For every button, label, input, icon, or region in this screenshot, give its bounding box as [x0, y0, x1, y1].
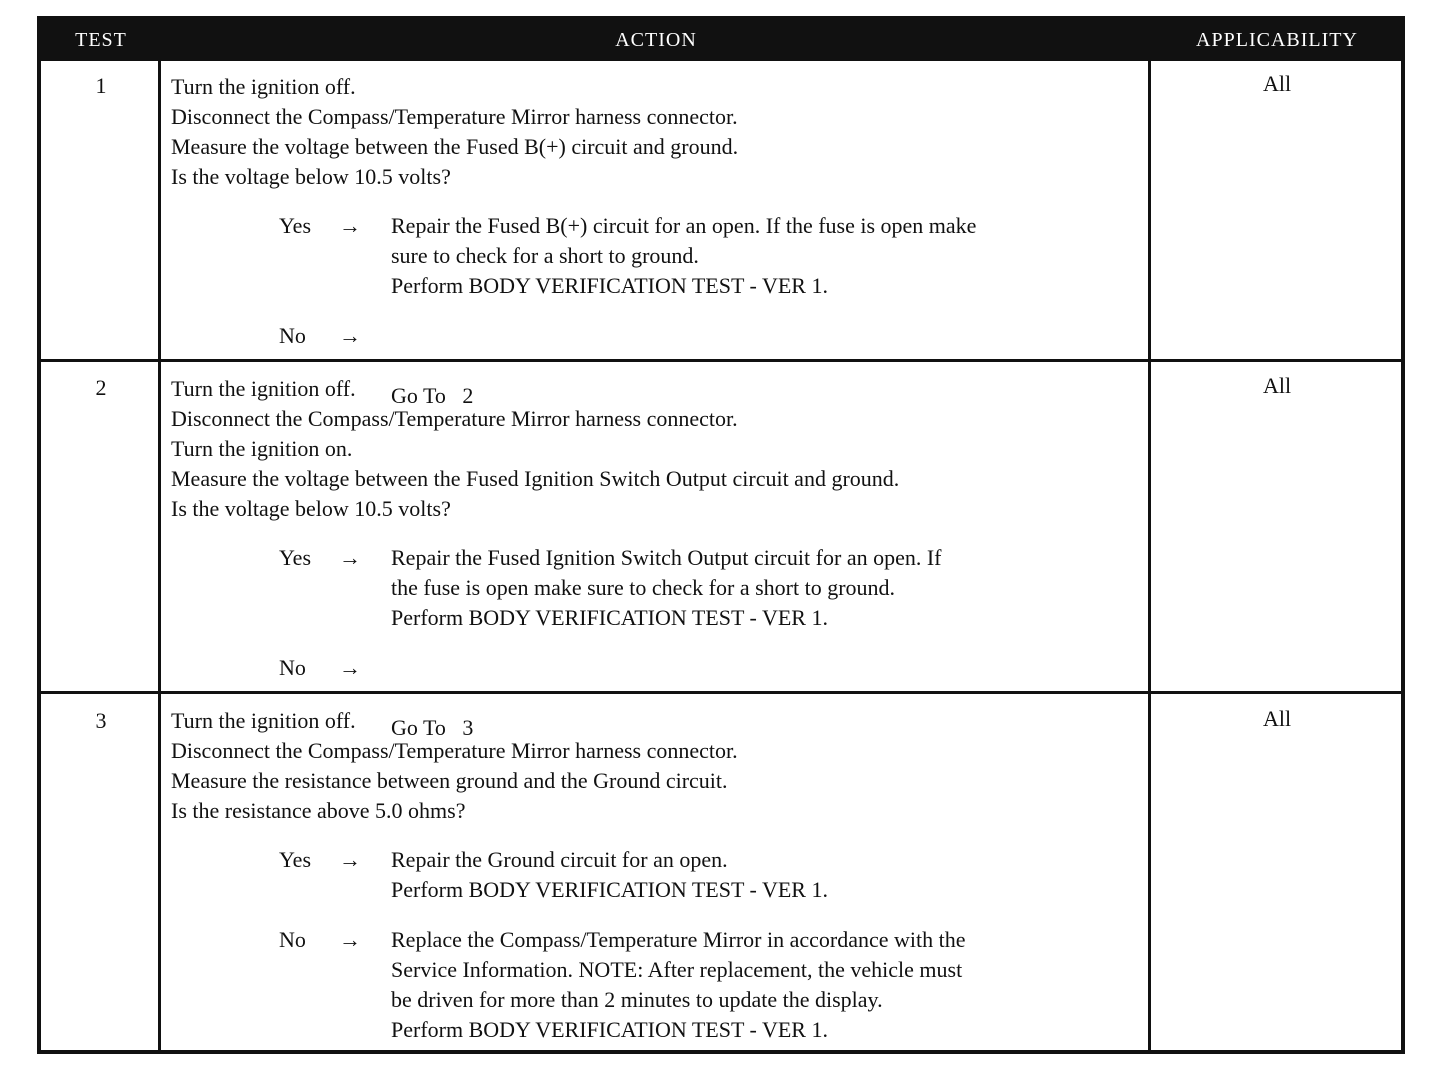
applicability-value: All	[1262, 706, 1292, 731]
test-number: 1	[95, 73, 107, 98]
applicability-value: All	[1262, 71, 1292, 96]
yes-label: Yes	[279, 213, 312, 238]
test-number: 2	[95, 375, 107, 400]
yes-label: Yes	[279, 545, 312, 570]
header-test: TEST	[75, 29, 127, 51]
result-line: Perform BODY VERIFICATION TEST - VER 1.	[391, 877, 828, 902]
arrow-right-icon: →	[339, 545, 361, 570]
action-step: Measure the resistance between ground and the Ground circuit.	[171, 768, 728, 793]
applicability-value: All	[1262, 373, 1292, 398]
result-line: Go To 3	[391, 715, 474, 740]
table-row	[41, 694, 1401, 1050]
action-cell	[171, 706, 1151, 1045]
no-label: No	[279, 927, 306, 952]
result-line: Repair the Ground circuit for an open.	[391, 847, 728, 872]
action-step: Measure the voltage between the Fused B(+) circuit and ground.	[171, 134, 739, 159]
action-step: Turn the ignition off.	[171, 708, 356, 733]
yes-label: Yes	[279, 847, 312, 872]
header-action: ACTION	[615, 29, 697, 51]
result-line: Perform BODY VERIFICATION TEST - VER 1.	[391, 273, 828, 298]
result-line: Replace the Compass/Temperature Mirror in accordance with the	[391, 927, 966, 952]
action-step: Turn the ignition off.	[171, 74, 356, 99]
result-line: Go To 2	[391, 383, 474, 408]
action-step: Is the voltage below 10.5 volts?	[171, 164, 451, 189]
yes-result	[279, 543, 1151, 633]
arrow-right-icon: →	[339, 847, 361, 872]
result-line: be driven for more than 2 minutes to update the display.	[391, 987, 883, 1012]
action-step: Disconnect the Compass/Temperature Mirror harness connector.	[171, 738, 738, 763]
table-header	[41, 20, 1401, 61]
yes-result	[279, 211, 1151, 301]
action-step: Turn the ignition off.	[171, 376, 356, 401]
result-line: Perform BODY VERIFICATION TEST - VER 1.	[391, 605, 828, 630]
table-row	[41, 61, 1401, 408]
action-step: Is the voltage below 10.5 volts?	[171, 496, 451, 521]
diagnostic-table	[37, 16, 1405, 1054]
result-line: the fuse is open make sure to check for a short to ground.	[391, 575, 896, 600]
header-applicability: APPLICABILITY	[1196, 29, 1358, 51]
no-label: No	[279, 323, 306, 348]
result-line: Repair the Fused Ignition Switch Output circuit for an open. If	[391, 545, 942, 570]
arrow-right-icon: →	[339, 213, 361, 238]
result-line: Repair the Fused B(+) circuit for an open. If the fuse is open make	[391, 213, 977, 238]
action-step: Is the resistance above 5.0 ohms?	[171, 798, 466, 823]
action-step: Measure the voltage between the Fused Ignition Switch Output circuit and ground.	[171, 466, 900, 491]
no-result	[279, 925, 1151, 1045]
arrow-right-icon: →	[339, 655, 361, 680]
table-row	[41, 362, 1401, 740]
arrow-right-icon: →	[339, 323, 361, 348]
action-step: Turn the ignition on.	[171, 436, 353, 461]
arrow-right-icon: →	[339, 927, 361, 952]
test-number: 3	[95, 708, 107, 733]
result-line: sure to check for a short to ground.	[391, 243, 699, 268]
no-label: No	[279, 655, 306, 680]
result-line: Service Information. NOTE: After replacement, the vehicle must	[391, 957, 963, 982]
action-step: Disconnect the Compass/Temperature Mirror harness connector.	[171, 406, 738, 431]
result-line: Perform BODY VERIFICATION TEST - VER 1.	[391, 1017, 828, 1042]
action-step: Disconnect the Compass/Temperature Mirror harness connector.	[171, 104, 738, 129]
yes-result	[279, 845, 1151, 905]
